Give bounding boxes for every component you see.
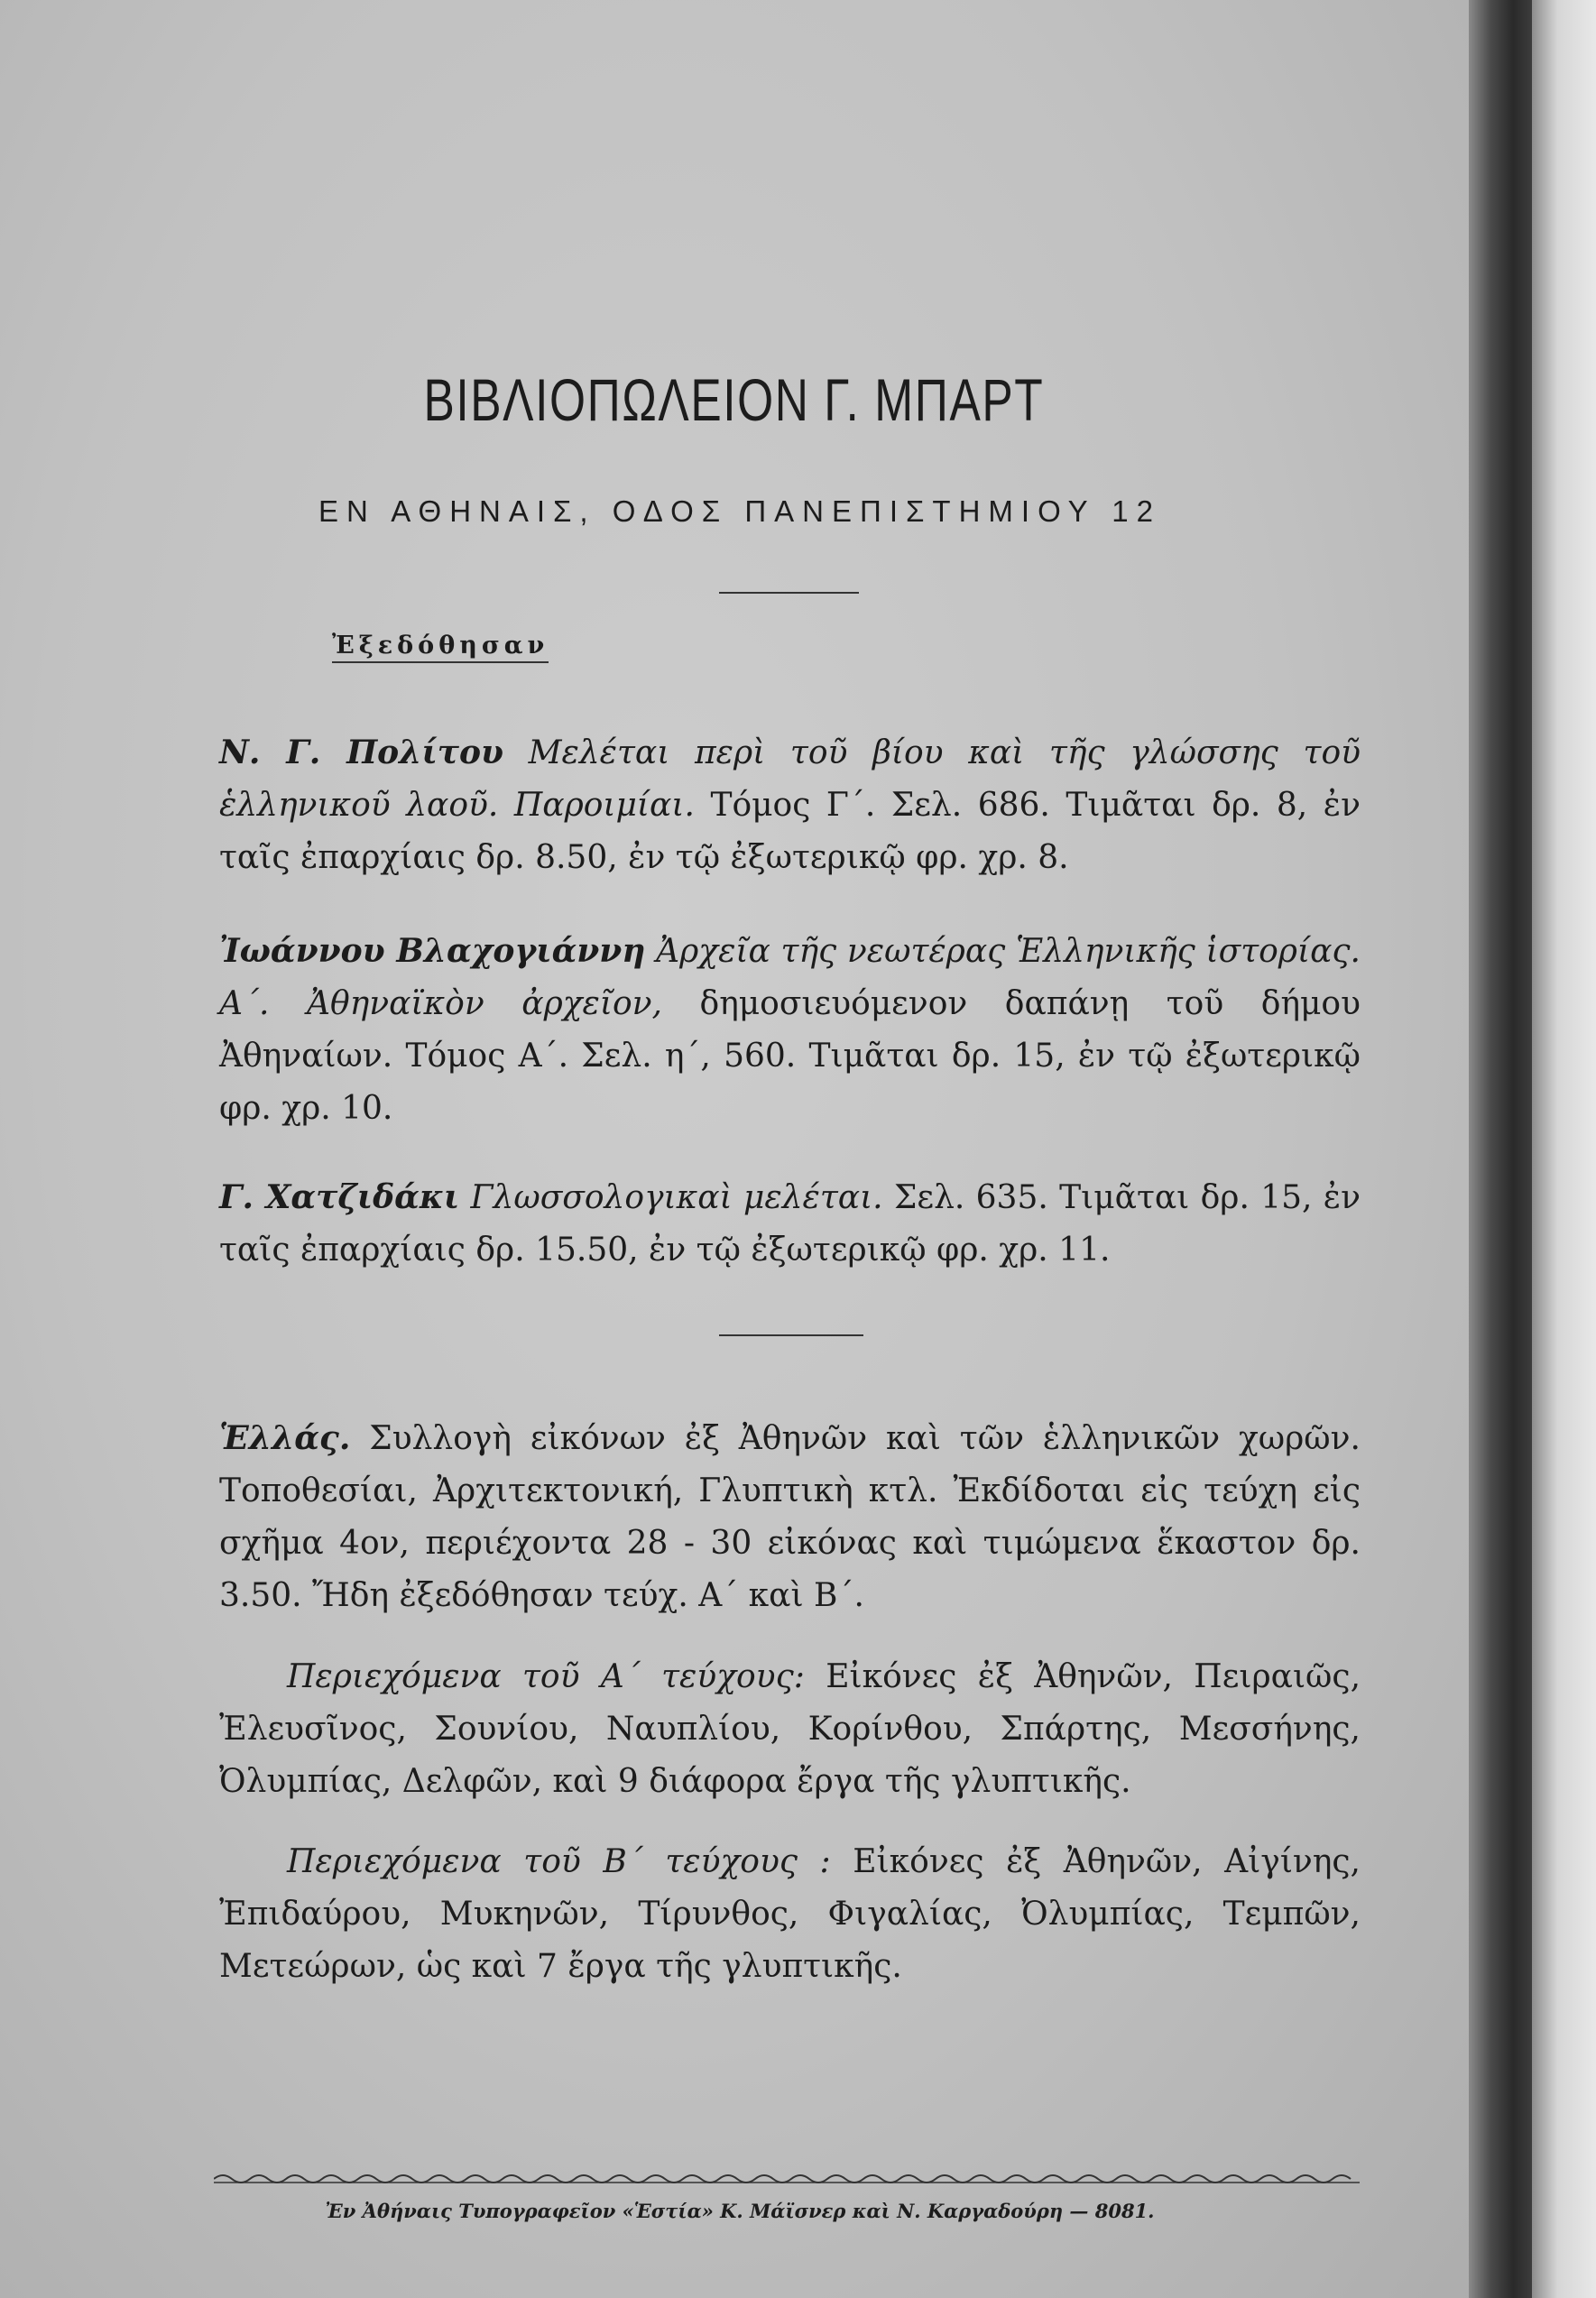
contents-part-b xyxy=(219,1836,1361,1993)
entry-title: Γλωσσολογικαὶ μελέται. xyxy=(470,1179,883,1216)
top-divider xyxy=(719,592,859,594)
contents-text: Εἰκόνες ἐξ Ἀθηνῶν, Αἰγίνης, Ἐπιδαύρου, Μυκηνῶν, Τίρυνθος, Φιγαλίας, Ὀλυμπίας, Τεμπῶν, Μετεώρων, ὡς καὶ 7 ἔργα τῆς γλυπτικῆς. xyxy=(219,1843,1361,1985)
entry-author: Ἑλλάς. xyxy=(219,1419,351,1457)
section-heading: Ἐξεδόθησαν xyxy=(332,632,549,663)
entry-hellas xyxy=(219,1412,1361,1622)
printer-imprint: Ἐν Ἀθήναις Τυπογραφεῖον «Ἑστία» Κ. Μάϊσνερ καὶ Ν. Καργαδούρη — 8081. xyxy=(325,2200,1155,2222)
book-gutter xyxy=(1469,0,1532,2298)
entry-details: Σελ. 635. Τιμᾶται δρ. 15, ἐν ταῖς ἐπαρχίαις δρ. 15.50, ἐν τῷ ἐξωτερικῷ φρ. χρ. 11. xyxy=(219,1179,1361,1269)
contents-text: Εἰκόνες ἐξ Ἀθηνῶν, Πειραιῶς, Ἐλευσῖνος, Σουνίου, Ναυπλίου, Κορίνθου, Σπάρτης, Μεσσήνης, Ὀλυμπίας, Δελφῶν, καὶ 9 διάφορα ἔργα τῆς γλυπτικῆς. xyxy=(219,1658,1361,1800)
entry-author: Γ. Χατζιδάκι xyxy=(219,1178,460,1216)
entry-title: Ἀρχεῖα τῆς νεωτέρας Ἑλληνικῆς ἱστορίας. Α΄. Ἀθηναϊκὸν ἀρχεῖον, xyxy=(219,933,1361,1022)
middle-divider xyxy=(719,1334,863,1336)
bookshop-address: ΕΝ ΑΘΗΝΑΙΣ, ΟΔΟΣ ΠΑΝΕΠΙΣΤΗΜΙΟΥ 12 xyxy=(318,494,1161,528)
entry-author: Ἰωάννου Βλαχογιάννη xyxy=(219,932,646,970)
entry-chatzidakis xyxy=(219,1171,1361,1277)
contents-label: Περιεχόμενα τοῦ Β΄ τεύχους : xyxy=(287,1843,831,1880)
entry-vlachogiannis xyxy=(219,925,1361,1135)
contents-part-a xyxy=(219,1651,1361,1808)
entry-title: Μελέται περὶ τοῦ βίου καὶ τῆς γλώσσης τοῦ ἑλληνικοῦ λαοῦ. Παροιμίαι. xyxy=(219,734,1361,824)
entry-details: δημοσιευόμενον δαπάνῃ τοῦ δήμου Ἀθηναίων. Τόμος Α΄. Σελ. η΄, 560. Τιμᾶται δρ. 15, ἐν τῷ ἐξωτερικῷ φρ. χρ. 10. xyxy=(219,985,1361,1127)
entry-description: Συλλογὴ εἰκόνων ἐξ Ἀθηνῶν καὶ τῶν ἑλληνικῶν χωρῶν. Τοποθεσίαι, Ἀρχιτεκτονική, Γλυπτικὴ κτλ. Ἐκδίδοται εἰς τεύχη εἰς σχῆμα 4ον, περιέχοντα 28 - 30 εἰκόνας καὶ τιμώμενα ἕκαστον δρ. 3.50. Ἤδη ἐξεδόθησαν τεύχ. Α΄ καὶ Β΄. xyxy=(219,1420,1361,1614)
entry-politis xyxy=(219,726,1361,884)
entry-author: Ν. Γ. Πολίτου xyxy=(219,734,503,771)
wavy-rule xyxy=(214,2170,1360,2188)
contents-label: Περιεχόμενα τοῦ Α΄ τεύχους: xyxy=(287,1658,805,1695)
facing-page-edge xyxy=(1532,0,1596,2298)
entry-details: Τόμος Γ΄. Σελ. 686. Τιμᾶται δρ. 8, ἐν ταῖς ἐπαρχίαις δρ. 8.50, ἐν τῷ ἐξωτερικῷ φρ. χρ. 8. xyxy=(219,787,1361,876)
bookshop-title: ΒΙΒΛΙΟΠΩΛΕΙΟΝ Γ. ΜΠΑΡΤ xyxy=(423,366,1045,433)
